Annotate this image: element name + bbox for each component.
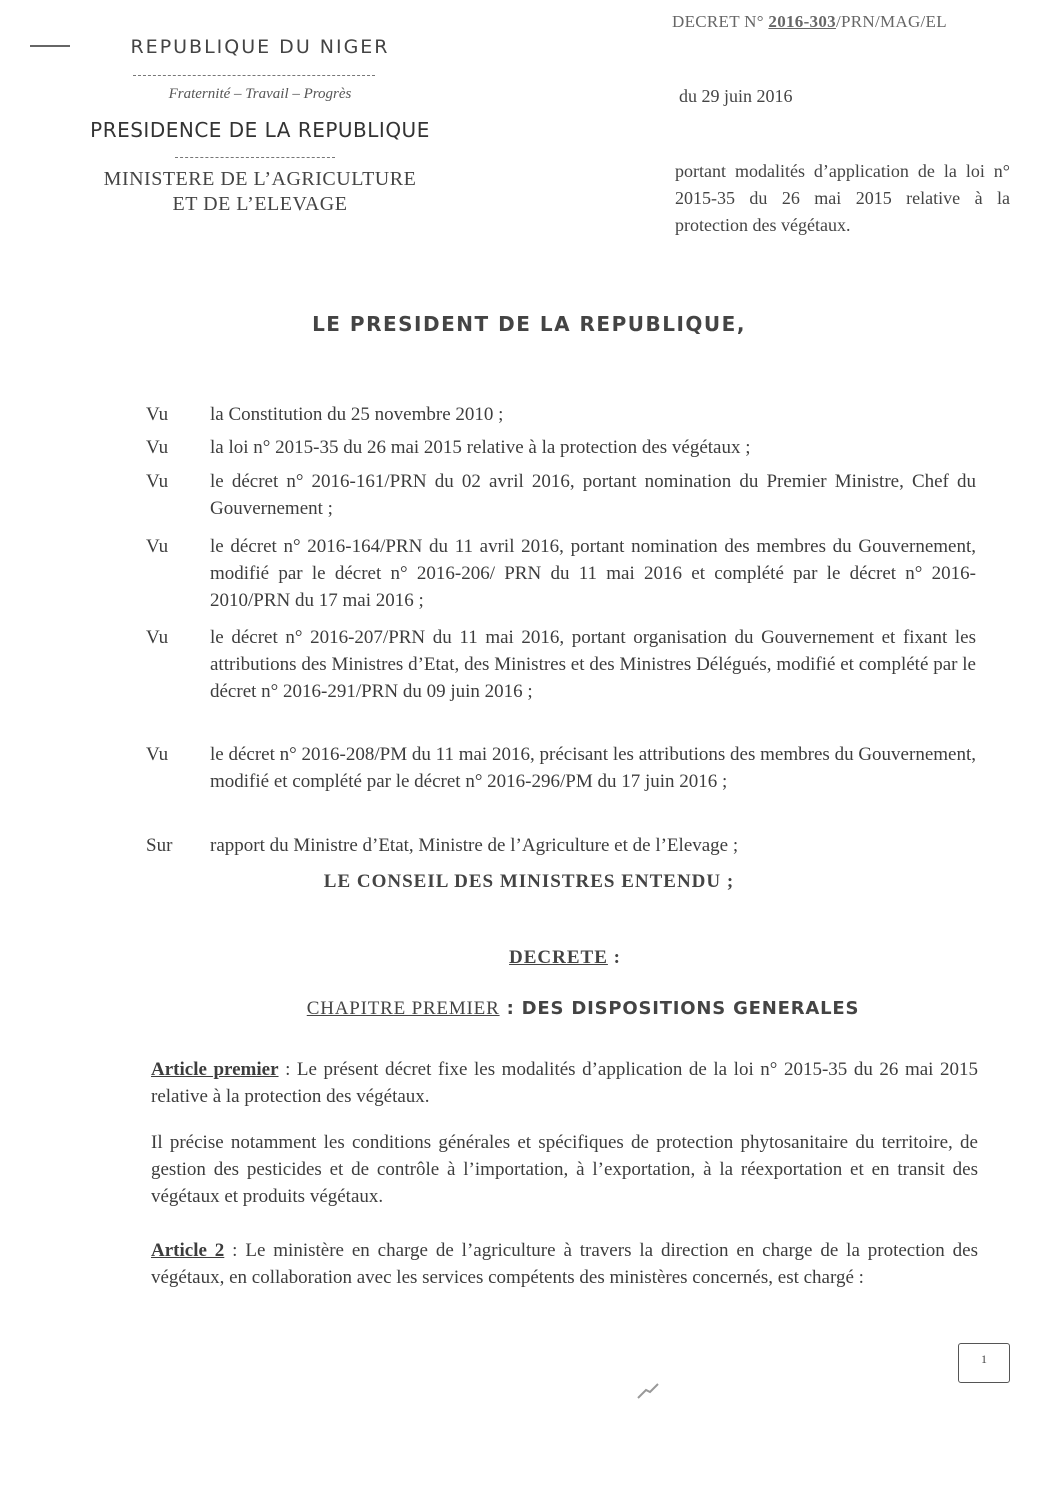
decree-number: [672, 12, 947, 32]
article-paragraph: [151, 1129, 978, 1210]
visa-item: [146, 401, 976, 428]
visa-text: le décret n° 2016-208/PM du 11 mai 2016, précisant les attributions des membres du Gouvernement, modifié et complété par le décret n° 2016-296/PM du 17 juin 2016 ;: [210, 744, 976, 792]
visa-text: le décret n° 2016-164/PRN du 11 avril 2016, portant nomination des membres du Gouvernement, modifié par le décret n° 2016-206/ PRN du 11 mai 2016 et complété par le décret n° 2016-2010/PRN du 17 mai 2016 ;: [210, 536, 976, 611]
visa-item: [146, 468, 976, 522]
devise-text: Fraternité – Travail – Progrès: [168, 86, 352, 102]
article-text: Il précise notamment les conditions générales et spécifiques de protection phytosanitaire du territoire, de gestion des pesticides et de contrôle à l’importation, à l’exportation, à la réexportation et en transit des végétaux et produits végétaux.: [151, 1132, 978, 1207]
visa-keyword: Vu: [146, 437, 169, 458]
decree-date: du 29 juin 2016: [679, 86, 793, 106]
decree-number-value: 2016-303: [768, 12, 836, 31]
chapter-heading: [0, 998, 1058, 1020]
visa-text: le décret n° 2016-161/PRN du 02 avril 2016, portant nomination du Premier Ministre, Chef du Gouvernement ;: [210, 471, 976, 519]
decree-suffix: /PRN/MAG/EL: [835, 12, 947, 31]
ministere-heading: [60, 167, 460, 217]
header-divider: [133, 75, 375, 76]
chapter-title: : DES DISPOSITIONS GENERALES: [499, 998, 860, 1019]
decrete-heading: [0, 947, 1058, 969]
article-paragraph: [151, 1237, 978, 1291]
republique-heading: REPUBLIQUE DU NIGER: [130, 36, 390, 58]
decree-object: portant modalités d’application de la loi n° 2015-35 du 26 mai 2015 relative à la protection des végétaux.: [675, 161, 1010, 235]
article-text: : Le présent décret fixe les modalités d’application de la loi n° 2015-35 du 26 mai 2015 relative à la protection des végétaux.: [151, 1059, 978, 1107]
decree-prefix: DECRET N°: [672, 12, 769, 31]
article-text: : Le ministère en charge de l’agriculture à travers la direction en charge de la protection des végétaux, en collaboration avec les services compétents des ministères concernés, est chargé :: [151, 1240, 979, 1288]
scan-mark: [30, 45, 70, 47]
scan-mark: [636, 1382, 664, 1400]
visa-text: la Constitution du 25 novembre 2010 ;: [210, 404, 504, 425]
visa-text: le décret n° 2016-207/PRN du 11 mai 2016, portant organisation du Gouvernement et fixant les attributions des Ministres d’Etat, des Ministres et des Ministres Délégués, modifié et complété par le décret n° 2016-291/PRN du 09 juin 2016 ;: [210, 627, 976, 702]
visa-item: [146, 741, 976, 795]
article-label: Article 2: [151, 1240, 225, 1261]
decrete-colon: :: [607, 947, 621, 968]
article-paragraph: [151, 1056, 978, 1110]
chapter-label: CHAPITRE PREMIER: [306, 998, 500, 1019]
visa-item: [146, 832, 976, 859]
header-divider: [175, 157, 335, 158]
conseil-heading: LE CONSEIL DES MINISTRES ENTENDU ;: [323, 871, 735, 892]
page-number-box: 1: [958, 1343, 1010, 1383]
visa-item: [146, 624, 976, 705]
visa-item: [146, 533, 976, 614]
ministere-line: ET DE L’ELEVAGE: [172, 193, 348, 215]
visa-keyword: Vu: [146, 627, 169, 648]
visa-keyword: Vu: [146, 471, 169, 492]
visa-keyword: Vu: [146, 536, 169, 557]
article-label: Article premier: [151, 1059, 279, 1080]
president-heading: LE PRESIDENT DE LA REPUBLIQUE,: [312, 312, 746, 336]
visa-keyword: Vu: [146, 404, 169, 425]
decrete-word: DECRETE: [509, 947, 608, 968]
visa-keyword: Sur: [146, 835, 173, 856]
presidence-heading: PRESIDENCE DE LA REPUBLIQUE: [90, 118, 430, 142]
visa-text: la loi n° 2015-35 du 26 mai 2015 relative à la protection des végétaux ;: [210, 437, 751, 458]
visa-text: rapport du Ministre d’Etat, Ministre de l’Agriculture et de l’Elevage ;: [210, 835, 739, 856]
visa-keyword: Vu: [146, 744, 169, 765]
visa-item: [146, 434, 976, 461]
ministere-line: MINISTERE DE L’AGRICULTURE: [103, 168, 417, 190]
